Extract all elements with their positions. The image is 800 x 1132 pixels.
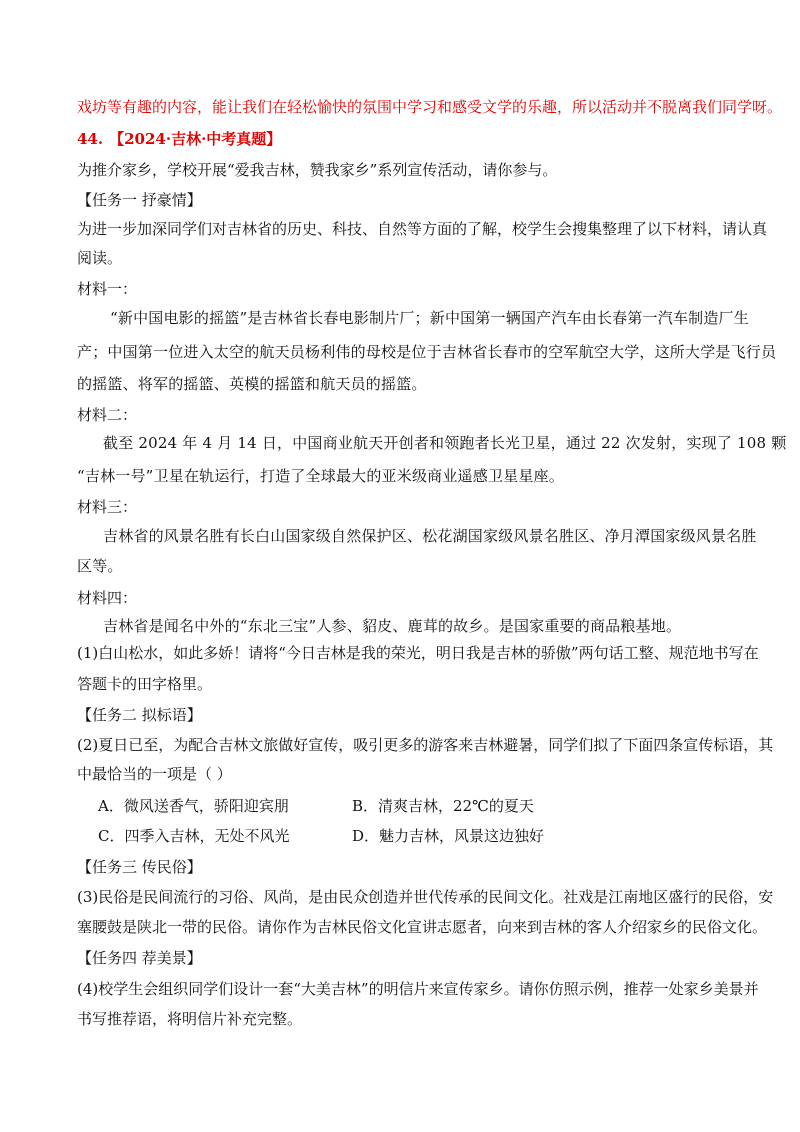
material2-label: 材料二：	[77, 406, 138, 424]
question4-line2: 书写推荐语，将明信片补充完整。	[77, 1010, 303, 1028]
question3-line2: 塞腰鼓是陕北一带的民俗。请你作为吉林民俗文化宣讲志愿者，向来到吉林的客人介绍家乡的民俗文化。	[77, 918, 768, 936]
red-continuation-text: 戏坊等有趣的内容，能让我们在轻松愉快的氛围中学习和感受文学的乐趣，所以活动并不脱离我们同学呀。	[77, 98, 783, 116]
material1-label: 材料一：	[77, 280, 138, 298]
option-d: D．魅力吉林，风景这边独好	[352, 827, 545, 845]
material3-label: 材料三：	[77, 498, 138, 516]
question2-line1: (2)夏日已至，为配合吉林文旅做好宣传，吸引更多的游客来吉林避暑，同学们拟了下面四条宣传标语，其	[77, 736, 774, 754]
question2-line2: 中最恰当的一项是（ ）	[77, 765, 232, 783]
question1-line1: (1)白山松水，如此多娇！请将“今日吉林是我的荣光，明日我是吉林的骄傲”两句话工整、规范地书写在	[77, 644, 759, 662]
material3-line2: 区等。	[77, 557, 123, 575]
material4-line1: 吉林省是闻名中外的“东北三宝”人参、貂皮、鹿茸的故乡。是国家重要的商品粮基地。	[103, 617, 682, 635]
option-c: C．四季入吉林，无处不风光	[98, 827, 290, 845]
material2-line1: 截至 2024 年 4 月 14 日，中国商业航天开创者和领跑者长光卫星，通过 22 次发射，实现了 108 颗	[103, 434, 787, 452]
question3-line1: (3)民俗是民间流行的习俗、风尚，是由民众创造并世代传承的民间文化。社戏是江南地区盛行的民俗，安	[77, 888, 774, 906]
material1-line3: 的摇篮、将军的摇篮、英模的摇篮和航天员的摇篮。	[77, 375, 427, 393]
task3-heading: 【任务三 传民俗】	[77, 858, 202, 876]
intro-text: 为推介家乡，学校开展“爱我吉林，赞我家乡”系列宣传活动，请你参与。	[77, 161, 558, 179]
option-a: A．微风送香气，骄阳迎宾朋	[98, 797, 289, 815]
material1-line1: “新中国电影的摇篮”是吉林省长春电影制片厂；新中国第一辆国产汽车由长春第一汽车制造厂生	[110, 309, 749, 327]
task2-heading: 【任务二 拟标语】	[77, 706, 202, 724]
task1-desc-line1: 为进一步加深同学们对吉林省的历史、科技、自然等方面的了解，校学生会搜集整理了以下材料，请认真	[77, 220, 768, 238]
question1-line2: 答题卡的田字格里。	[77, 675, 213, 693]
material2-line2: “吉林一号”卫星在轨运行，打造了全球最大的亚米级商业遥感卫星星座。	[77, 467, 564, 485]
material3-line1: 吉林省的风景名胜有长白山国家级自然保护区、松花湖国家级风景名胜区、净月潭国家级风景名胜	[103, 527, 757, 545]
task1-heading: 【任务一 抒豪情】	[77, 191, 202, 209]
task1-desc-line2: 阅读。	[77, 249, 123, 267]
question-number: 44.	[77, 130, 104, 148]
question-source: 【2024·吉林·中考真题】	[109, 130, 282, 148]
question-header	[77, 129, 281, 149]
task4-heading: 【任务四 荐美景】	[77, 949, 202, 967]
material4-label: 材料四：	[77, 589, 138, 607]
option-b: B．清爽吉林，22℃的夏天	[352, 797, 534, 815]
material1-line2: 产；中国第一位进入太空的航天员杨利伟的母校是位于吉林省长春市的空军航空大学，这所大学是飞行员	[77, 343, 777, 361]
question4-line1: (4)校学生会组织同学们设计一套“大美吉林”的明信片来宣传家乡。请你仿照示例，推荐一处家乡美景并	[77, 980, 759, 998]
